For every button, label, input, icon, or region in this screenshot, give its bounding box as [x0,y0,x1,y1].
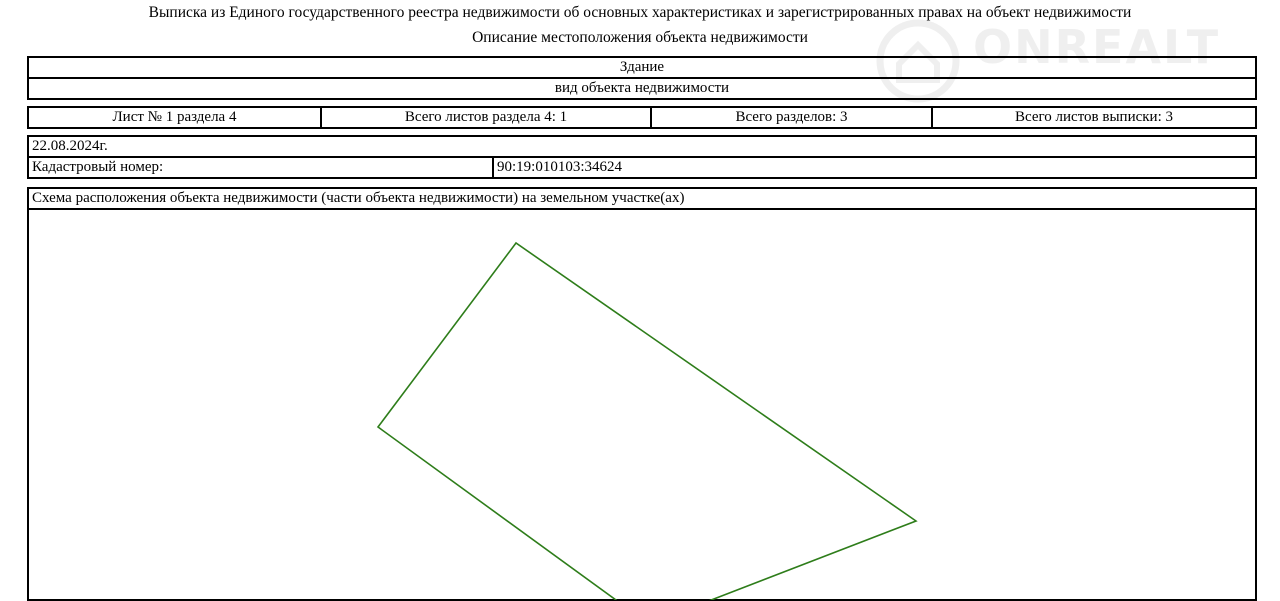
cadastral-number: 90:19:010103:34624 [492,158,1255,177]
watermark-text: ONREALT [973,20,1221,74]
scheme-drawing [29,210,1255,600]
extract-date: 22.08.2024г. [32,138,108,154]
info-table [27,135,1257,179]
cadastral-row [29,156,1255,177]
document-subtitle: Описание местоположения объекта недвижимости [472,29,808,46]
document-title: Выписка из Единого государственного реестра недвижимости об основных характеристиках и зарегистрированных правах на объект недвижимости [148,4,1132,21]
object-type-label: вид объекта недвижимости [29,77,1255,98]
building-outline [378,243,916,600]
total-sheets-extract: Всего листов выписки: 3 [931,108,1255,127]
object-type-table [27,56,1257,100]
sheets-table [27,106,1257,129]
scheme-caption: Схема расположения объекта недвижимости (части объекта недвижимости) на земельном участке(ах) [29,189,1255,210]
total-sheets-section: Всего листов раздела 4: 1 [320,108,650,127]
object-type-value: Здание [619,59,665,75]
scheme-table [27,187,1257,601]
sheet-number: Лист № 1 раздела 4 [112,109,237,125]
total-sections: Всего разделов: 3 [650,108,931,127]
cadastral-label: Кадастровый номер: [32,159,164,175]
